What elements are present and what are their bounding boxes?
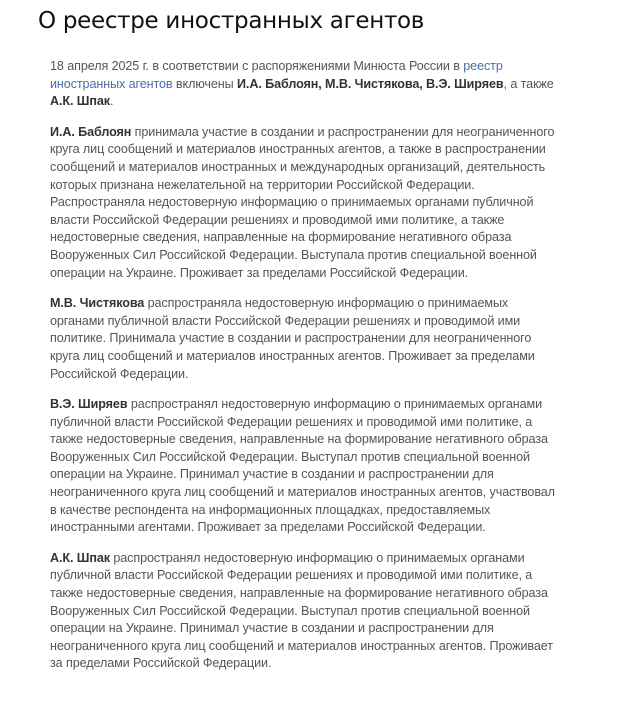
intro-text: .: [109, 94, 114, 109]
agent-paragraph: [50, 124, 560, 282]
agent-name: А.К. Шпак: [50, 94, 110, 109]
agent-name: В.Э. Ширяев: [50, 397, 128, 412]
registry-link[interactable]: реестр иностранных агентов: [50, 59, 503, 91]
agent-description: распространял недостоверную информацию о принимаемых органами публичной власти Российской Федерации решениях и проводимой ими политике, а также недостоверные сведения, направленные на формирование негативного образа Вооруженных Сил Российской Федерации. Выступал против специальной военной операции на Украине. Принимал участие в создании и распространении для неограниченного круга лиц сообщений и материалов иностранных агентов. Проживает за пределами Российской Федерации.: [50, 550, 553, 671]
agent-paragraph: [50, 396, 560, 537]
intro-text: 18 апреля 2025 г. в соответствии с распоряжениями Минюста России в: [50, 59, 464, 73]
agent-description: распространяла недостоверную информацию о принимаемых органами публичной власти Российской Федерации решениях и проводимой ими политике. Принимала участие в создании и распространении для неограниченного круга лиц сообщений и материалов иностранных агентов. Проживает за пределами Российской Федерации.: [50, 296, 535, 381]
agent-paragraph: [50, 295, 560, 383]
agent-name: А.К. Шпак: [50, 550, 110, 565]
agent-names: И.А. Баблоян, М.В. Чистякова, В.Э. Ширяев: [236, 76, 504, 91]
agent-name: М.В. Чистякова: [50, 296, 145, 311]
intro-text: , а также: [503, 76, 554, 91]
agent-paragraph: [50, 550, 560, 673]
agent-name: И.А. Баблоян: [50, 124, 132, 139]
article-body: [50, 58, 560, 686]
intro-text: включены: [172, 76, 237, 91]
intro-paragraph: [50, 58, 560, 111]
page-title: О реестре иностранных агентов: [38, 8, 425, 34]
agent-description: распространял недостоверную информацию о принимаемых органами публичной власти Российской Федерации решениях и проводимой ими политике, а также недостоверные сведения, направленные на формирование негативного образа Вооруженных Сил Российской Федерации. Выступал против специальной военной операции на Украине. Принимал участие в создании и распространении для неограниченного круга лиц сообщений и материалов иностранных агентов, участвовал в качестве респондента на информационных площадках, предоставляемых иностранными агентами. Проживает за пределами Российской Федерации.: [50, 397, 555, 535]
agent-description: принимала участие в создании и распространении для неограниченного круга лиц сообщений и материалов иностранных агентов, а также в распространении сообщений и материалов иностранных и международных организаций, деятельность которых признана нежелательной на территории Российской Федерации. Распространяла недостоверную информацию о принимаемых органами публичной власти Российской Федерации решениях и проводимой ими политике, а также недостоверные сведения, направленные на формирование негативного образа Вооруженных Сил Российской Федерации. Выступала против специальной военной операции на Украине. Проживает за пределами Российской Федерации.: [50, 124, 555, 280]
